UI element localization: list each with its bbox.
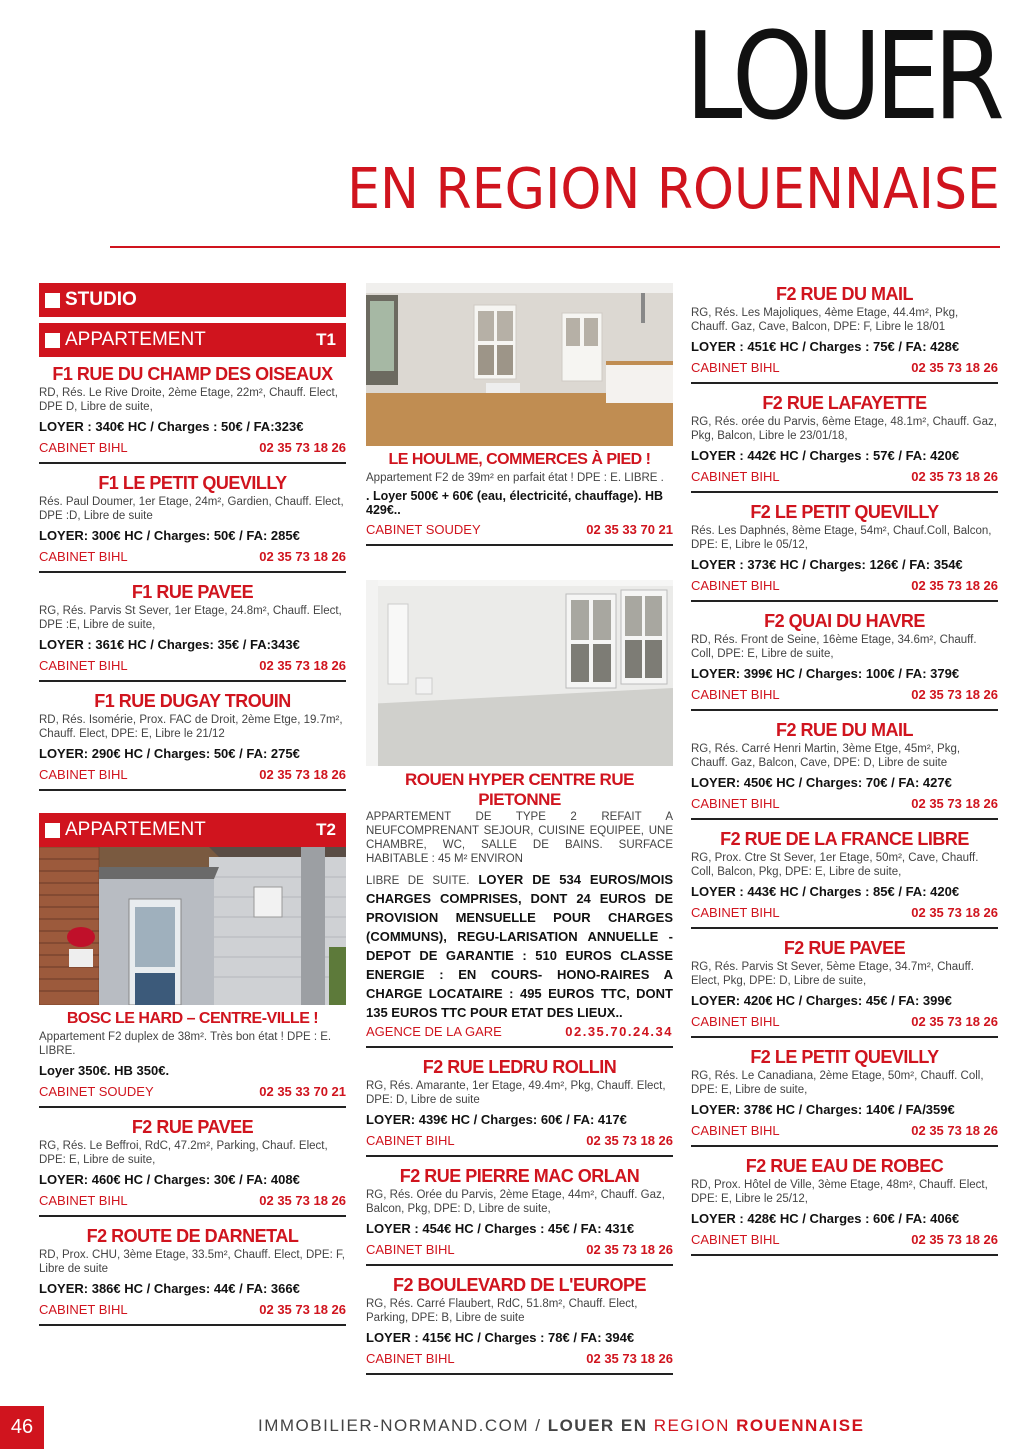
listing[interactable] [691,283,998,384]
listing-price: LOYER : 454€ HC / Charges : 45€ / FA: 431€ [366,1221,635,1236]
listing-desc: RG, Prox. Ctre St Sever, 1er Etage, 50m², Cave, Chauff. Coll, Balcon, Pkg, DPE: E, Libre de suite, [691,852,979,878]
agency-name: CABINET BIHL [39,1302,128,1317]
listing-price: LOYER : 415€ HC / Charges : 78€ / FA: 394€ [366,1330,635,1345]
t2-type: T2 [316,820,336,839]
t1-bar [39,323,346,357]
feature-contact [39,1084,346,1100]
listing-desc: Rés. Paul Doumer, 1er Etage, 24m², Gardien, Chauff. Elect, DPE :D, Libre de suite [39,496,344,522]
listing-title: F2 RUE LEDRU ROLLIN [422,1057,617,1077]
listing-title: F2 RUE DE LA FRANCE LIBRE [720,829,969,849]
listing[interactable] [691,937,998,1038]
listing[interactable] [39,472,346,573]
agency-phone[interactable]: 02 35 73 18 26 [911,687,998,702]
listing-title: F1 RUE DU CHAMP DES OISEAUX [52,364,333,384]
listing-desc: RG, Rés. Parvis St Sever, 5ème Etage, 34.7m², Chauff. Elect, Pkg, DPE: D, Libre de suite, [691,961,974,987]
footer-text [258,1416,864,1436]
agency-phone[interactable]: 02 35 73 18 26 [586,1351,673,1366]
agency-name: CABINET BIHL [39,1193,128,1208]
listing[interactable] [39,1225,346,1326]
footer-site[interactable]: IMMOBILIER-NORMAND.COM / [258,1416,542,1435]
feature-listing-houlme[interactable] [366,283,673,546]
listing-title: F2 LE PETIT QUEVILLY [750,502,939,522]
listing-title: F2 RUE DU MAIL [776,720,913,740]
feature-price: Loyer 350€. HB 350€. [39,1063,170,1078]
column-middle [366,283,673,1383]
listing-title: F2 LE PETIT QUEVILLY [750,1047,939,1067]
column-left [39,283,346,1334]
listing[interactable] [366,1056,673,1157]
t2-label: APPARTEMENT [65,819,206,840]
agency-name: CABINET BIHL [39,440,128,455]
listing-title: F2 QUAI DU HAVRE [764,611,925,631]
agency-name: AGENCE DE LA GARE [366,1024,502,1039]
listing-title: F1 RUE DUGAY TROUIN [94,691,291,711]
listing-contact [691,469,998,485]
col2-listings [366,1056,673,1375]
listing-title: F2 RUE PAVEE [131,1117,254,1137]
listing-title: F2 RUE EAU DE ROBEC [745,1156,944,1176]
agency-name: CABINET BIHL [366,1133,455,1148]
agency-name: CABINET BIHL [691,578,780,593]
agency-phone[interactable]: 02 35 33 70 21 [586,522,673,537]
footer-en: EN [620,1416,648,1435]
agency-phone[interactable]: 02.35.70.24.34 [565,1024,673,1039]
listing-contact [691,1123,998,1139]
t1-type: T1 [316,330,336,349]
footer-region: REGION [653,1416,730,1435]
listing-desc: RD, Rés. Front de Seine, 16ème Etage, 34.6m², Chauff. Coll, DPE: E, Libre de suite, [691,634,977,660]
listing-contact [691,360,998,376]
listing-desc: RG, Rés. Parvis St Sever, 1er Etage, 24.8m², Chauff. Elect, DPE :E, Libre de suite, [39,605,342,631]
listing-price: LOYER : 340€ HC / Charges : 50€ / FA:323€ [39,419,304,434]
page-number: 46 [0,1406,44,1449]
listing-contact [39,1302,346,1318]
square-bullet-icon [45,333,60,348]
listing-desc: Rés. Les Daphnés, 8ème Etage, 54m², Chauf.Coll, Balcon, DPE: E, Libre le 05/12, [691,525,992,551]
feature-title: BOSC LE HARD – CENTRE-VILLE ! [66,1010,319,1027]
agency-phone[interactable]: 02 35 73 18 26 [911,1014,998,1029]
agency-phone[interactable]: 02 35 73 18 26 [911,905,998,920]
listing-desc: RD, Prox. CHU, 3ème Etage, 33.5m², Chauff. Elect, DPE: F, Libre de suite [39,1249,345,1275]
listing-price: LOYER : 442€ HC / Charges : 57€ / FA: 420€ [691,448,960,463]
agency-phone[interactable]: 02 35 73 18 26 [259,1302,346,1317]
listing-contact [39,1193,346,1209]
listing-price: LOYER: 439€ HC / Charges: 60€ / FA: 417€ [366,1112,627,1127]
feature-desc: Appartement F2 de 39m² en parfait état ! DPE : E. LIBRE . [366,472,664,484]
col3-listings [691,283,998,1256]
listing[interactable] [39,581,346,682]
feature-contact [366,1024,673,1040]
listing-contact [691,905,998,921]
listing[interactable] [691,610,998,711]
agency-name: CABINET BIHL [366,1351,455,1366]
listing-contact [39,549,346,565]
listing-title: F1 RUE PAVEE [131,582,254,602]
agency-name: CABINET SOUDEY [39,1084,154,1099]
agency-name: CABINET BIHL [691,1232,780,1247]
agency-phone[interactable]: 02 35 73 18 26 [911,360,998,375]
square-bullet-icon [45,293,60,308]
agency-name: CABINET SOUDEY [366,522,481,537]
t2-bar [39,813,346,847]
t1-listings [39,363,346,791]
t1-label: APPARTEMENT [65,329,206,350]
agency-phone[interactable]: 02 35 73 18 26 [911,1123,998,1138]
listing-price: LOYER: 290€ HC / Charges: 50€ / FA: 275€ [39,746,300,761]
agency-name: CABINET BIHL [691,1123,780,1138]
agency-name: CABINET BIHL [39,549,128,564]
feature-listing-rouen[interactable] [366,580,673,1048]
listing-contact [691,796,998,812]
feature-desc: APPARTEMENT DE TYPE 2 REFAIT A NEUFCOMPRENANT SEJOUR, CUISINE EQUIPEE, UNE CHAMBRE, WC, SALLE DE BAINS. SURFACE HABITABLE : 45 M² ENVIRON [366,811,673,865]
listing-title: F2 ROUTE DE DARNETAL [86,1226,299,1246]
listing[interactable] [39,1116,346,1217]
listing-price: LOYER : 443€ HC / Charges : 85€ / FA: 420€ [691,884,960,899]
square-bullet-icon [45,823,60,838]
listing-desc: RD, Rés. Isomérie, Prox. FAC de Droit, 2ème Etge, 19.7m², Chauff. Elect, DPE: E, Libre le 21/12 [39,714,343,740]
studio-bar [39,283,346,317]
listing[interactable] [691,828,998,929]
agency-name: CABINET BIHL [691,687,780,702]
listing-desc: RG, Rés. Amarante, 1er Etage, 49.4m², Pkg, Chauff. Elect, DPE: D, Libre de suite [366,1080,666,1106]
agency-phone[interactable]: 02 35 73 18 26 [259,658,346,673]
agency-phone[interactable]: 02 35 73 18 26 [259,1193,346,1208]
listing[interactable] [691,1046,998,1147]
listing[interactable] [39,363,346,464]
empty-room-illustration [366,580,673,766]
listing-desc: RG, Rés. Carré Flaubert, RdC, 51.8m², Chauff. Elect, Parking, DPE: B, Libre de suite [366,1298,638,1324]
listing[interactable] [366,1274,673,1375]
agency-name: CABINET BIHL [691,1014,780,1029]
agency-name: CABINET BIHL [691,360,780,375]
feature-availability: LIBRE DE SUITE. [366,875,470,887]
listing-price: LOYER : 428€ HC / Charges : 60€ / FA: 406€ [691,1211,960,1226]
house-photo-illustration [39,847,346,1005]
listing[interactable] [691,719,998,820]
listing-contact [39,658,346,674]
feature-price: . Loyer 500€ + 60€ (eau, électricité, chauffage). HB 429€.. [366,489,664,517]
listing-contact [691,687,998,703]
listing-title: F2 RUE LAFAYETTE [762,393,927,413]
listing-desc: RG, Rés. Orée du Parvis, 2ème Etage, 44m², Chauff. Gaz, Balcon, Pkg, DPE: D, Libre de suite, [366,1189,665,1215]
listing-desc: RG, Rés. Le Canadiana, 2ème Etage, 50m², Chauff. Coll, DPE: E, Libre de suite, [691,1070,984,1096]
feature-contact [366,522,673,538]
listing-desc: RG, Rés. Les Majoliques, 4ème Etage, 44.4m², Pkg, Chauff. Gaz, Cave, Balcon, DPE: F, Libre le 18/01 [691,307,959,333]
feature-title: ROUEN HYPER CENTRE RUE PIETONNE [405,770,634,809]
listing-desc: RG, Rés. Le Beffroi, RdC, 47.2m², Parking, Chauf. Elect, DPE: E, Libre de suite, [39,1140,328,1166]
feature-title: LE HOULME, COMMERCES À PIED ! [388,451,651,468]
listing-price: LOYER: 420€ HC / Charges: 45€ / FA: 399€ [691,993,952,1008]
listing-price: LOYER : 361€ HC / Charges: 35€ / FA:343€ [39,637,300,652]
footer [0,1406,1024,1449]
listing-title: F2 RUE DU MAIL [776,284,913,304]
listing-contact [691,578,998,594]
agency-phone[interactable]: 02 35 33 70 21 [259,1084,346,1099]
agency-name: CABINET BIHL [691,905,780,920]
listing-contact [366,1351,673,1367]
page-title: LOUER [684,8,998,147]
listing[interactable] [691,392,998,493]
agency-name: CABINET BIHL [39,658,128,673]
listing-title: F2 BOULEVARD DE L'EUROPE [393,1275,646,1295]
listing-desc: RG, Rés. Carré Henri Martin, 3ème Etge, 45m², Pkg, Chauff. Gaz, Balcon, Cave, DPE: D, Libre de suite [691,743,961,769]
t2-listings [39,1116,346,1326]
listing[interactable] [39,690,346,791]
column-right [691,283,998,1264]
page-subtitle: EN REGION ROUENNAISE [347,157,1000,222]
listing-price: LOYER: 378€ HC / Charges: 140€ / FA/359€ [691,1102,955,1117]
listing-price: LOYER : 373€ HC / Charges: 126€ / FA: 354€ [691,557,963,572]
listing-price: LOYER: 386€ HC / Charges: 44€ / FA: 366€ [39,1281,300,1296]
agency-phone[interactable]: 02 35 73 18 26 [259,549,346,564]
listing-title: F2 RUE PAVEE [783,938,906,958]
agency-phone[interactable]: 02 35 73 18 26 [259,767,346,782]
agency-phone[interactable]: 02 35 73 18 26 [911,1232,998,1247]
listing-contact [691,1014,998,1030]
listing-contact [39,440,346,456]
listing-price: LOYER: 399€ HC / Charges: 100€ / FA: 379€ [691,666,960,681]
listing-title: F2 RUE PIERRE MAC ORLAN [399,1166,640,1186]
agency-phone[interactable]: 02 35 73 18 26 [911,796,998,811]
listing-price: LOYER: 450€ HC / Charges: 70€ / FA: 427€ [691,775,952,790]
agency-phone[interactable]: 02 35 73 18 26 [911,578,998,593]
listing-desc: RD, Prox. Hôtel de Ville, 3ème Etage, 48m², Chauff. Elect, DPE: E, Libre le 25/12, [691,1179,988,1205]
agency-name: CABINET BIHL [39,767,128,782]
listing-desc: RG, Rés. orée du Parvis, 6ème Etage, 48.1m², Chauff. Gaz, Pkg, Balcon, Libre le 23/01/18, [691,416,997,442]
listing-contact [366,1242,673,1258]
studio-label: STUDIO [65,289,137,310]
footer-rouennaise: ROUENNAISE [736,1416,865,1435]
listing[interactable] [691,1155,998,1256]
agency-phone[interactable]: 02 35 73 18 26 [586,1242,673,1257]
listing-desc: RD, Rés. Le Rive Droite, 2ème Etage, 22m², Chauff. Elect, DPE D, Libre de suite, [39,387,338,413]
empty-room-photo [366,580,673,766]
footer-louer: LOUER [547,1416,615,1435]
agency-phone[interactable]: 02 35 73 18 26 [911,469,998,484]
feature-details: LOYER DE 534 EUROS/MOIS CHARGES COMPRISES, DONT 24 EUROS DE PROVISION MENSUELLE POUR CHARGES (COMMUNS), REGU-LARISATION ANNUELLE - DEPOT DE GARANTIE : 510 EUROS CLASSE ENERGIE : EN COURS- HONO-RAIRES A CHARGE LOCATAIRE : 495 EUROS TTC, DONT 135 EUROS TTC POUR ETAT DES LIEUX.. [366,872,673,1020]
living-room-illustration [366,283,673,446]
title-divider [110,246,1000,248]
feature-listing-bosc[interactable] [39,847,346,1108]
listing-price: LOYER: 300€ HC / Charges: 50€ / FA: 285€ [39,528,300,543]
listing-title: F1 LE PETIT QUEVILLY [98,473,287,493]
listing[interactable] [366,1165,673,1266]
listing-contact [366,1133,673,1149]
agency-phone[interactable]: 02 35 73 18 26 [259,440,346,455]
listing-price: LOYER : 451€ HC / Charges : 75€ / FA: 428€ [691,339,960,354]
house-photo [39,847,346,1005]
agency-name: CABINET BIHL [691,469,780,484]
agency-name: CABINET BIHL [366,1242,455,1257]
listing-contact [39,767,346,783]
agency-name: CABINET BIHL [691,796,780,811]
listing-price: LOYER: 460€ HC / Charges: 30€ / FA: 408€ [39,1172,300,1187]
feature-desc: Appartement F2 duplex de 38m². Très bon état ! DPE : E. LIBRE. [39,1031,332,1057]
living-room-photo [366,283,673,446]
listing-contact [691,1232,998,1248]
agency-phone[interactable]: 02 35 73 18 26 [586,1133,673,1148]
listing[interactable] [691,501,998,602]
